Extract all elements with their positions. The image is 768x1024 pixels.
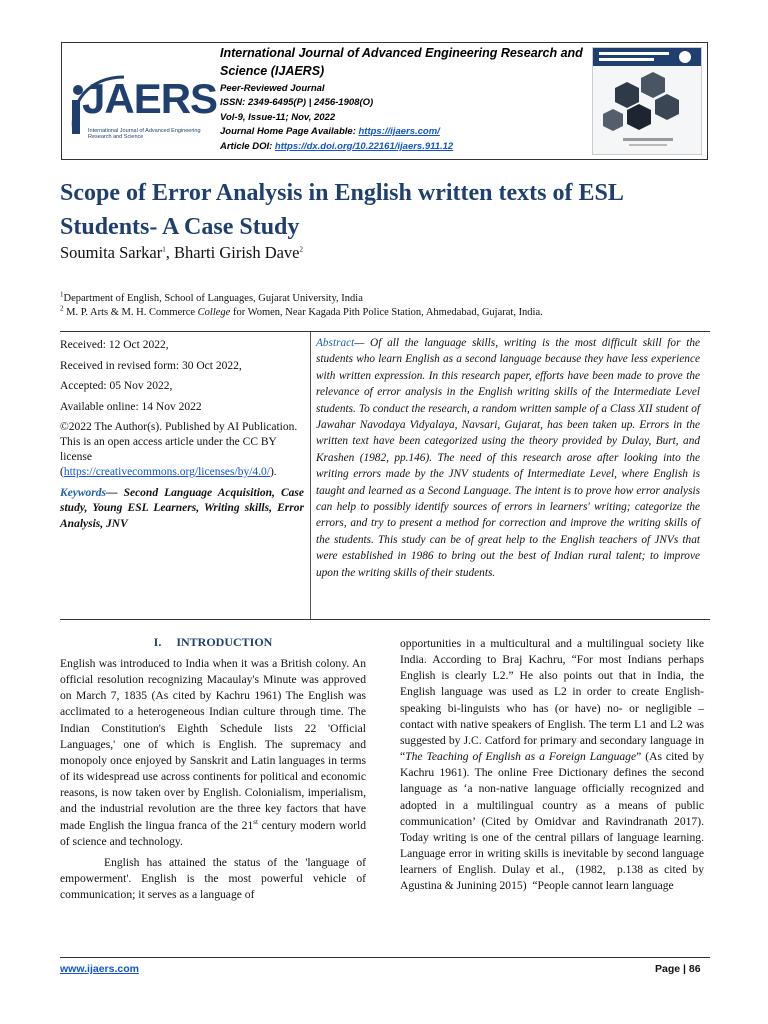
authors (60, 243, 303, 263)
doi-link[interactable]: https://dx.doi.org/10.22161/ijaers.911.12 (274, 140, 454, 152)
divider-top (60, 331, 710, 332)
affiliations (60, 292, 720, 320)
abstract-text: — Of all the language skills, writing is the most difficult skill for the students who learn English as a second language because they have less experience with written expression. In this research paper, efforts have been made to prove the relevance of error analysis in the English writing skills of the Intermediate Level students. To conduct the research, a random written sample of a Class XII student of Jawahar Navodaya Vidyalaya, Navsari, Gujarat, has been taken up. Errors in the written text have been categorized using the theory provided by Dulay, Burt, and Krashen (1982, pp.146). The need of this research arose after looking into the writing errors made by the JNV students of Intermediate Level, where English is taught and learned as a Second Language. The intent is to prove how error analysis can help to possibly identify sources of errors in learners' writing; categorize the errors, and try to present a method for correction and improve the writing skills of the students. This study can be of great help to the English teachers of JNVs that were established in 1986 to bring out the best of Indian rural talent; to improve upon the writing skills of their students. (316, 337, 700, 579)
home-page-link[interactable]: https://ijaers.com/ (358, 126, 440, 138)
intro-paragraph-1-b: century modern world of science and technology. (60, 818, 366, 848)
revised-date: Received in revised form: 30 Oct 2022, (60, 359, 242, 372)
affiliation-2-college: College (197, 307, 231, 318)
journal-cover-image (592, 47, 702, 155)
affiliation-2-text-a: M. P. Arts & M. H. Commerce (63, 307, 198, 318)
logo-subtext: International Journal of Advanced Engineering Research and Science (88, 128, 201, 140)
keywords (60, 486, 304, 533)
intro-paragraph-3-b: ” (As cited by Kachru 1961). The online Free Dictionary defines the second language as ‘a non-native language officially recognized and adopted in a multilingual country as a means of public communication’ (Cited by Omidvar and Ravindranath 2017). Today writing is one of the central pillars of language learning. Language error in writing skills is inevitable by second language learners of English. Dulay et al., (1982, p.138 as cited by Agustina & Junining 2015) “People cannot learn language (400, 750, 705, 893)
author-2: Bharti Girish Dave (173, 243, 300, 262)
page-number: Page | 86 (655, 963, 701, 975)
body-column-left (60, 656, 366, 903)
keywords-text: — Second Language Acquisition, Case study, Young ESL Learners, Writing skills, Error Analysis, JNV (60, 486, 304, 530)
intro-book-title: The Teaching of English as a Foreign Language (405, 750, 637, 764)
home-page-line (220, 125, 590, 139)
abstract-label: Abstract (316, 337, 355, 349)
intro-paragraph-1-sup: st (253, 817, 258, 826)
affiliation-1-sup: 1 (60, 290, 64, 299)
keywords-label: Keywords (60, 486, 106, 499)
home-page-label: Journal Home Page Available: (220, 126, 359, 138)
doi-label: Article DOI: (220, 140, 275, 152)
author-1-sup: 1 (162, 245, 166, 254)
affiliation-1-text: Department of English, School of Languages, Gujarat University, India (63, 293, 363, 304)
author-1: Soumita Sarkar (60, 243, 163, 262)
received-date: Received: 12 Oct 2022, (60, 339, 169, 351)
footer-divider (60, 957, 710, 958)
affiliation-2-sup: 2 (60, 304, 64, 313)
intro-paragraph-3-a: opportunities in a multicultural and a multilingual society like India. According to Braj Kachru, “For most Indians perhaps English is clearly L2.” He also points out that in India, the English language was used as L2 in order to create English-speaking bi-linguists who has (or have) no- or negligible –contact with native speakers of English. The term L1 and L2 was suggested by J.C. Catford for primary and secondary language in “ (400, 637, 704, 764)
footer-site-link[interactable]: www.ijaers.com (60, 963, 139, 975)
license-body: ©2022 The Author(s). Published by AI Publication. This is an open access article under the CC BY license ( (60, 420, 298, 478)
divider-vertical (310, 332, 311, 619)
intro-paragraph-2: English has attained the status of the 'language of empowerment'. English is the most powerful vehicle of communication; it serves as a language of (60, 855, 366, 902)
intro-paragraph-3 (400, 636, 704, 895)
doi-line (220, 140, 590, 154)
journal-info (220, 44, 590, 154)
peer-reviewed: Peer-Reviewed Journal (220, 83, 325, 94)
article-info (60, 335, 304, 532)
logo-text: JAERS (82, 75, 218, 122)
license-link[interactable]: https://creativecommons.org/licenses/by/4.0/ (63, 465, 270, 478)
intro-paragraph-1-a: English was introduced to India when it was a British colony. An official resolution recognizing Macaulay's Minute was approved on March 7, 1835 (As cited by Kachru 1961) The English was acclimated to a heterogeneous Indian culture through time. The Indian Constitution's Eighth Schedule lists 22 'Official Languages,' one of which is English. The supremacy and monopoly once enjoyed by Sanskrit and Latin languages in terms of its widespread use across continents for political and economic reasons, is now taken over by English. Colonialism, imperialism, and the industrial revolution are the three key factors that have made English the lingua franca of the 21 (60, 657, 366, 832)
author-separator: , (165, 243, 174, 262)
author-2-sup: 2 (299, 245, 304, 254)
license-text (60, 420, 304, 480)
volume: Vol-9, Issue-11; Nov, 2022 (220, 111, 336, 123)
accepted-date: Accepted: 05 Nov 2022, (60, 380, 173, 393)
affiliation-1 (60, 292, 720, 306)
article-title: Scope of Error Analysis in English written texts of ESL Students- A Case Study (60, 180, 623, 240)
issn: ISSN: 2349-6495(P) | 2456-1908(O) (220, 97, 374, 109)
journal-title: International Journal of Advanced Engineering Research and Science (IJAERS) (220, 46, 583, 78)
abstract (316, 335, 700, 581)
intro-paragraph-1 (60, 656, 366, 850)
license-end: ). (269, 465, 277, 478)
body-column-right (400, 636, 704, 895)
affiliation-2 (60, 306, 720, 320)
affiliation-2-text-b: for Women, Near Kagada Pith Police Station, Ahmedabad, Gujarat, India. (230, 307, 543, 318)
online-date: Available online: 14 Nov 2022 (60, 401, 202, 414)
section-heading-introduction: I. INTRODUCTION (153, 635, 273, 649)
divider-bottom (60, 619, 710, 620)
